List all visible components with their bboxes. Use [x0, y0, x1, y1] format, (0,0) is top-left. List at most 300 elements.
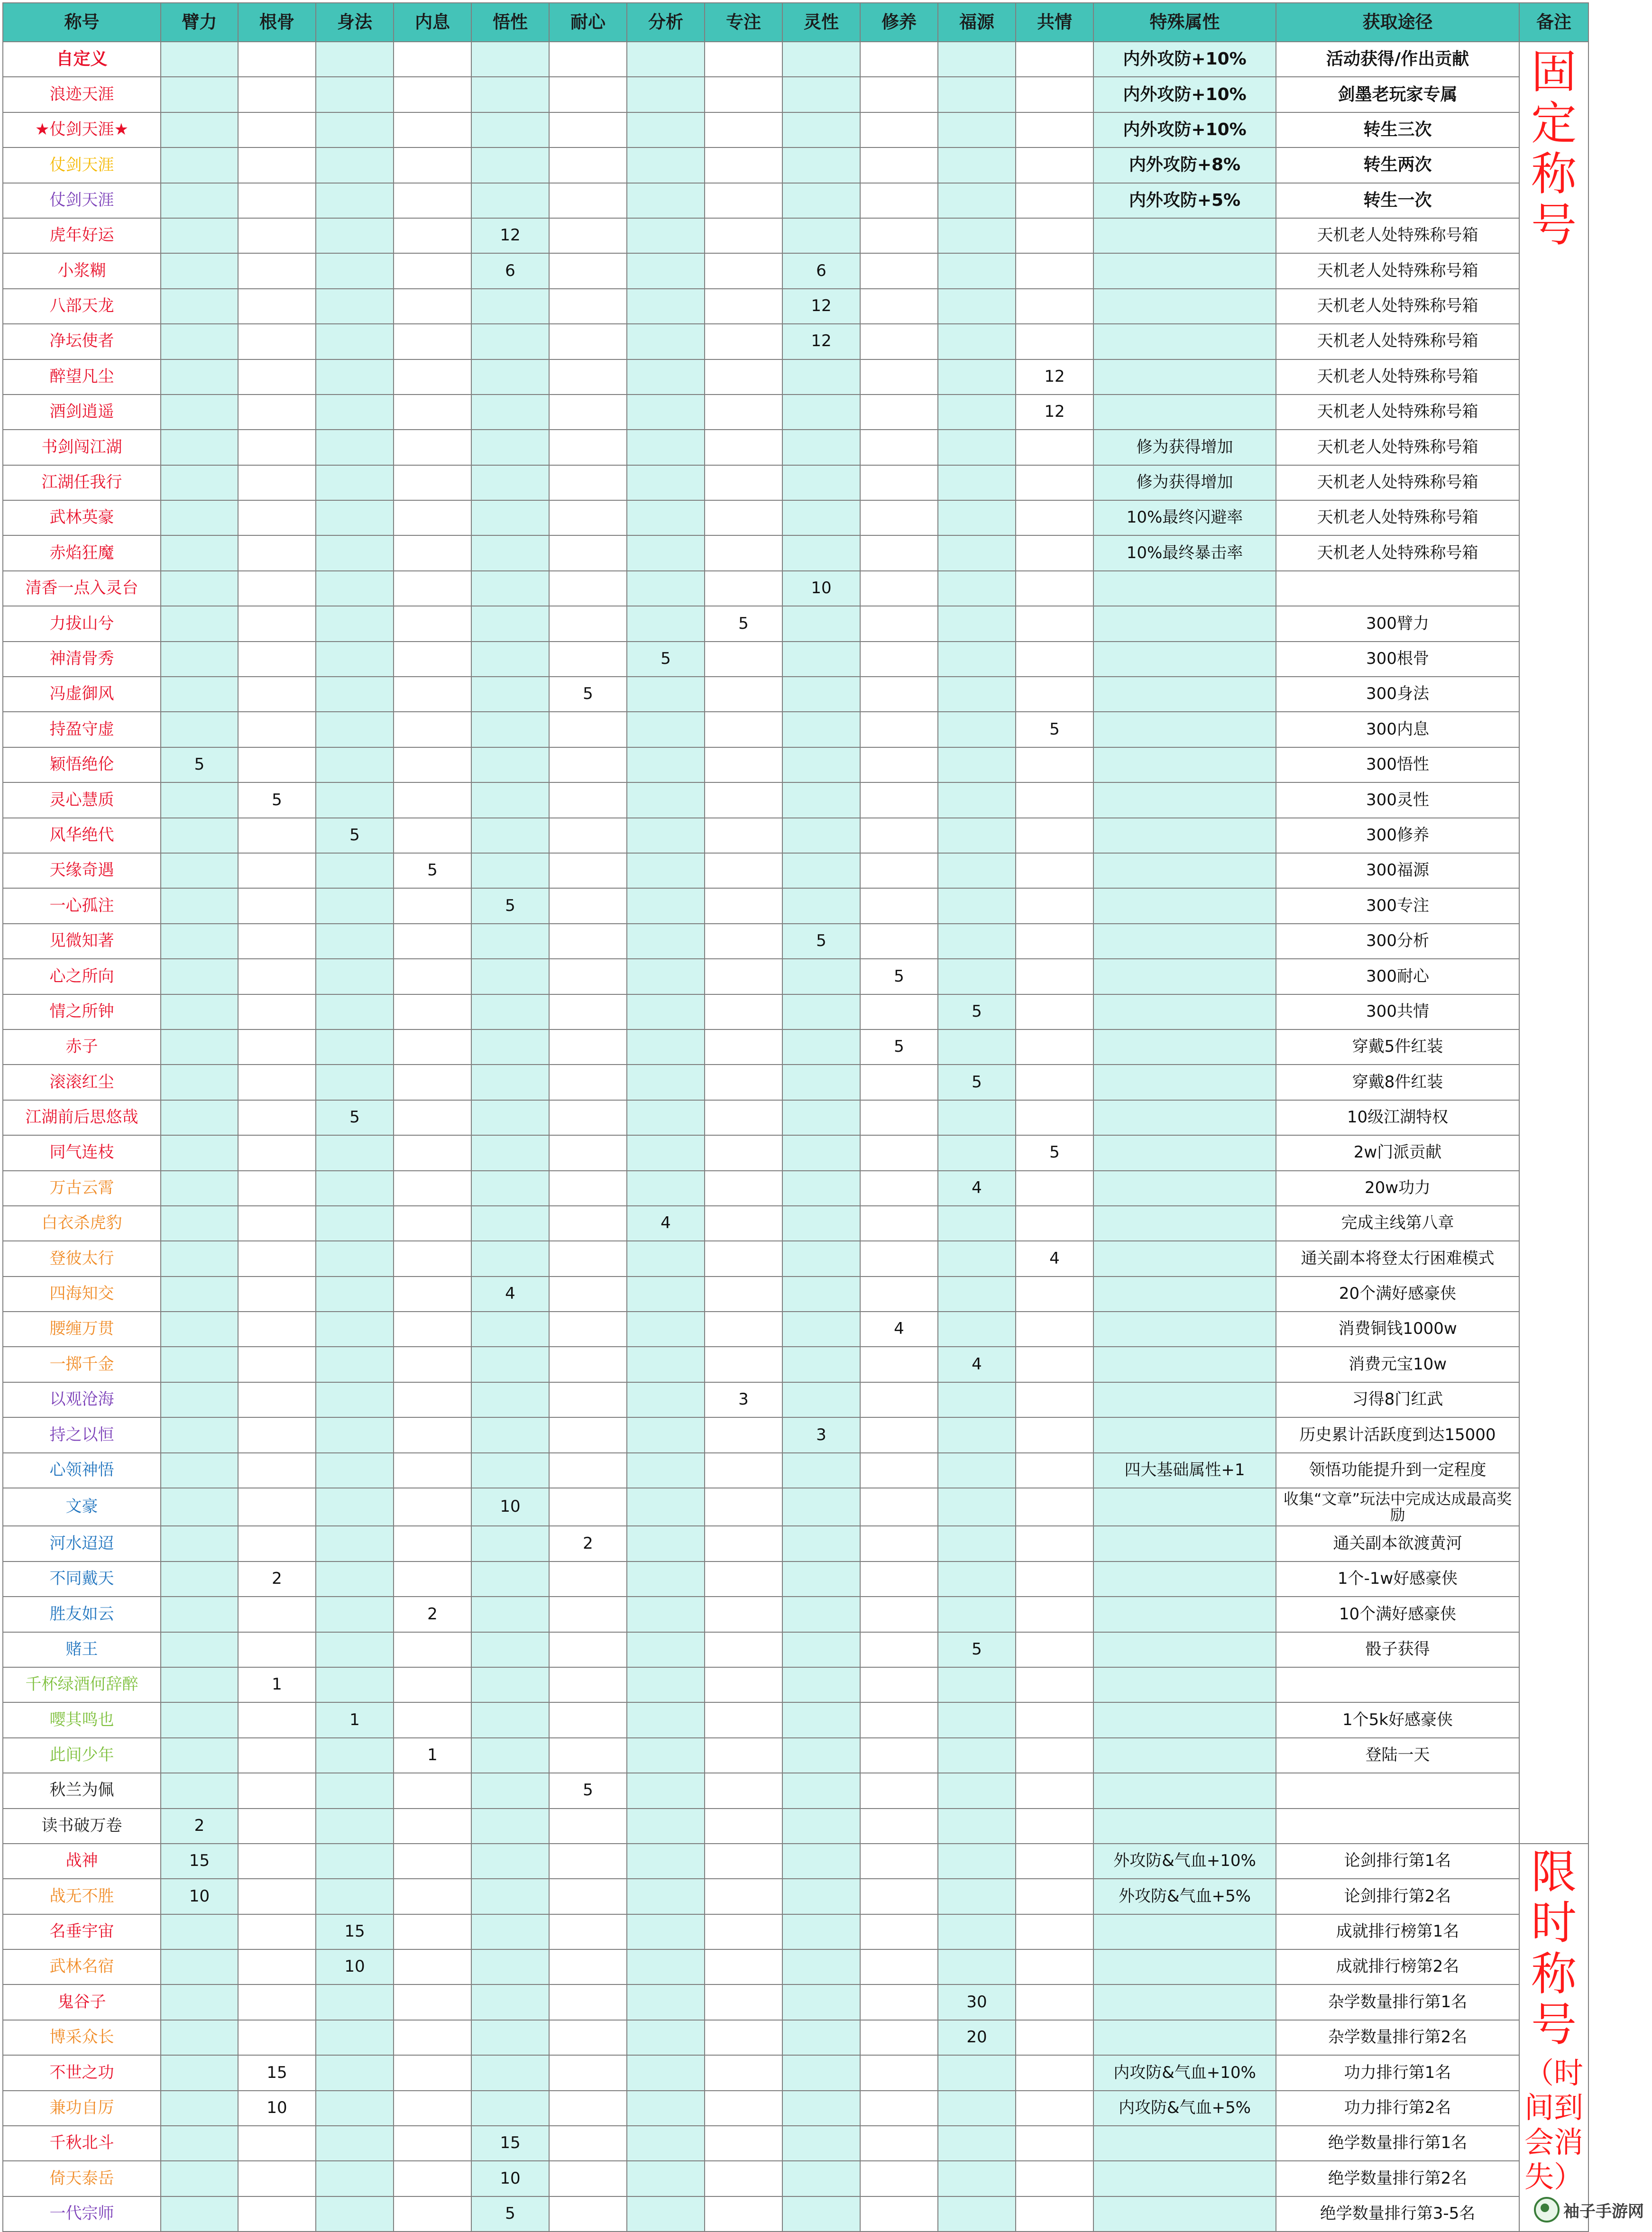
stat-value [394, 1312, 471, 1347]
title-name: 白衣杀虎豹 [3, 1206, 161, 1241]
stat-value [549, 2055, 627, 2090]
stat-value [782, 2091, 860, 2126]
stat-value [860, 747, 938, 782]
stat-value [549, 1277, 627, 1312]
stat-value [394, 1065, 471, 1100]
stat-value [238, 1809, 316, 1844]
stat-value [1016, 1879, 1093, 1914]
stat-value [627, 324, 705, 359]
stat-value: 2 [238, 1561, 316, 1597]
stat-value [549, 2161, 627, 2196]
watermark-text: 袖子手游网 [1563, 2202, 1644, 2221]
stat-value [705, 1100, 782, 1135]
stat-value: 4 [938, 1171, 1016, 1206]
special-attribute [1093, 1561, 1276, 1597]
stat-value [860, 853, 938, 888]
stat-value: 12 [1016, 395, 1093, 430]
stat-value [316, 1453, 394, 1488]
acquire-method: 天机老人处特殊称号箱 [1276, 430, 1519, 465]
stat-value [316, 1773, 394, 1808]
stat-value [627, 1347, 705, 1382]
stat-value [471, 994, 549, 1029]
stat-value [471, 289, 549, 324]
stat-value [627, 2091, 705, 2126]
stat-value [161, 2196, 238, 2232]
stat-value [161, 782, 238, 817]
special-attribute [1093, 1171, 1276, 1206]
table-row [3, 183, 1588, 218]
stat-value [860, 218, 938, 253]
acquire-method: 剑墨老玩家专属 [1276, 77, 1519, 112]
column-header: 专注 [705, 3, 782, 42]
column-header: 耐心 [549, 3, 627, 42]
table-row [3, 465, 1588, 500]
stat-value [549, 782, 627, 817]
special-attribute: 10%最终暴击率 [1093, 535, 1276, 570]
title-name: 一掷千金 [3, 1347, 161, 1382]
table-row [3, 642, 1588, 677]
stat-value [1016, 1347, 1093, 1382]
stat-value [705, 959, 782, 994]
acquire-method [1276, 1809, 1519, 1844]
stat-value [782, 2161, 860, 2196]
stat-value [627, 1561, 705, 1597]
stat-value [938, 359, 1016, 395]
stat-value [549, 571, 627, 606]
stat-value [161, 430, 238, 465]
column-header: 臂力 [161, 3, 238, 42]
title-name: 持之以恒 [3, 1417, 161, 1452]
stat-value [471, 1597, 549, 1632]
acquire-method: 2w门派贡献 [1276, 1135, 1519, 1170]
stat-value [549, 1738, 627, 1773]
stat-value [705, 747, 782, 782]
stat-value [161, 289, 238, 324]
special-attribute [1093, 2161, 1276, 2196]
acquire-method: 300分析 [1276, 924, 1519, 959]
special-attribute: 内攻防&气血+5% [1093, 2091, 1276, 2126]
stat-value [782, 1914, 860, 1949]
stat-value [161, 253, 238, 288]
stat-value [316, 253, 394, 288]
stat-value [627, 1135, 705, 1170]
stat-value: 4 [471, 1277, 549, 1312]
stat-value: 4 [627, 1206, 705, 1241]
special-attribute: 内外攻防+5% [1093, 183, 1276, 218]
special-attribute [1093, 888, 1276, 923]
acquire-method: 天机老人处特殊称号箱 [1276, 359, 1519, 395]
special-attribute [1093, 324, 1276, 359]
stat-value [860, 2091, 938, 2126]
stat-value [316, 183, 394, 218]
stat-value [238, 1453, 316, 1488]
stat-value [549, 1984, 627, 2020]
stat-value [860, 1773, 938, 1808]
table-row [3, 1949, 1588, 1984]
table-row [3, 218, 1588, 253]
stat-value [860, 1667, 938, 1702]
stat-value [1016, 183, 1093, 218]
stat-value [471, 1453, 549, 1488]
stat-value [471, 1984, 549, 2020]
table-row [3, 430, 1588, 465]
stat-value: 5 [316, 1100, 394, 1135]
stat-value [860, 1347, 938, 1382]
special-attribute: 内外攻防+10% [1093, 77, 1276, 112]
table-row [3, 1206, 1588, 1241]
stat-value [471, 1100, 549, 1135]
stat-value [627, 183, 705, 218]
stat-value [394, 500, 471, 535]
stat-value [316, 1597, 394, 1632]
stat-value [627, 924, 705, 959]
stat-value [394, 1702, 471, 1737]
stat-value [705, 1809, 782, 1844]
table-row [3, 2126, 1588, 2161]
stat-value [161, 1632, 238, 1667]
stat-value [705, 1135, 782, 1170]
title-name: 以观沧海 [3, 1382, 161, 1417]
stat-value [782, 2196, 860, 2232]
stat-value [238, 147, 316, 183]
special-attribute [1093, 606, 1276, 641]
stat-value [394, 1561, 471, 1597]
special-attribute: 修为获得增加 [1093, 430, 1276, 465]
stat-value: 6 [471, 253, 549, 288]
special-attribute: 外攻防&气血+5% [1093, 1879, 1276, 1914]
stat-value [938, 218, 1016, 253]
special-attribute [1093, 1738, 1276, 1773]
stat-value [238, 853, 316, 888]
stat-value [161, 465, 238, 500]
stat-value [316, 77, 394, 112]
acquire-method: 300根骨 [1276, 642, 1519, 677]
stat-value [161, 77, 238, 112]
column-header: 根骨 [238, 3, 316, 42]
stat-value [238, 1029, 316, 1065]
stat-value [1016, 959, 1093, 994]
special-attribute [1093, 924, 1276, 959]
stat-value [860, 1171, 938, 1206]
stat-value [705, 782, 782, 817]
table-row [3, 1277, 1588, 1312]
stat-value [705, 430, 782, 465]
stat-value [938, 1417, 1016, 1452]
title-name: 仗剑天涯 [3, 147, 161, 183]
stat-value [394, 1879, 471, 1914]
stat-value [161, 1773, 238, 1808]
stat-value [238, 1312, 316, 1347]
stat-value [238, 253, 316, 288]
acquire-method: 成就排行榜第1名 [1276, 1914, 1519, 1949]
stat-value [782, 2055, 860, 2090]
stat-value [238, 677, 316, 712]
stat-value [549, 1879, 627, 1914]
acquire-method: 转生两次 [1276, 147, 1519, 183]
stat-value [782, 147, 860, 183]
stat-value [316, 1171, 394, 1206]
stat-value [1016, 1417, 1093, 1452]
acquire-method: 天机老人处特殊称号箱 [1276, 500, 1519, 535]
stat-value [161, 2055, 238, 2090]
stat-value [860, 1738, 938, 1773]
stat-value [471, 1135, 549, 1170]
stat-value [627, 147, 705, 183]
stat-value [938, 1135, 1016, 1170]
stat-value [1016, 535, 1093, 570]
stat-value [1016, 1206, 1093, 1241]
stat-value [705, 1206, 782, 1241]
stat-value [549, 324, 627, 359]
stat-value: 30 [938, 1984, 1016, 2020]
stat-value: 5 [1016, 712, 1093, 747]
stat-value [782, 853, 860, 888]
stat-value [938, 395, 1016, 430]
stat-value [1016, 924, 1093, 959]
stat-value [471, 1382, 549, 1417]
table-row [3, 1844, 1588, 1879]
stat-value [705, 1702, 782, 1737]
stat-value [471, 1809, 549, 1844]
stat-value [549, 1453, 627, 1488]
acquire-method: 1个-1w好感豪侠 [1276, 1561, 1519, 1597]
stat-value [394, 1632, 471, 1667]
stat-value [394, 147, 471, 183]
stat-value [1016, 1597, 1093, 1632]
stat-value: 4 [860, 1312, 938, 1347]
acquire-method: 通关副本将登太行困难模式 [1276, 1241, 1519, 1276]
stat-value [238, 1347, 316, 1382]
special-attribute [1093, 289, 1276, 324]
stat-value [1016, 253, 1093, 288]
stat-value [471, 853, 549, 888]
stat-value [549, 1417, 627, 1452]
stat-value [705, 1632, 782, 1667]
stat-value [394, 1100, 471, 1135]
title-name: 冯虚御风 [3, 677, 161, 712]
title-table-sheet [2, 2, 1589, 2232]
stat-value [627, 1453, 705, 1488]
title-name: 嘤其鸣也 [3, 1702, 161, 1737]
stat-value [549, 77, 627, 112]
stat-value [782, 782, 860, 817]
stat-value [860, 1417, 938, 1452]
acquire-method: 穿戴8件红装 [1276, 1065, 1519, 1100]
table-row [3, 1879, 1588, 1914]
stat-value [161, 853, 238, 888]
stat-value [238, 571, 316, 606]
stat-value: 10 [161, 1879, 238, 1914]
stat-value [938, 1453, 1016, 1488]
special-attribute [1093, 395, 1276, 430]
table-row [3, 1417, 1588, 1452]
table-row [3, 1667, 1588, 1702]
acquire-method: 300修养 [1276, 818, 1519, 853]
stat-value [316, 1667, 394, 1702]
stat-value [394, 1171, 471, 1206]
stat-value [705, 1277, 782, 1312]
title-name: 酒剑逍遥 [3, 395, 161, 430]
stat-value: 1 [394, 1738, 471, 1773]
table-row [3, 1773, 1588, 1808]
title-name: 读书破万卷 [3, 1809, 161, 1844]
stat-value [394, 2091, 471, 2126]
title-name: 赌王 [3, 1632, 161, 1667]
stat-value [627, 289, 705, 324]
title-table [2, 2, 1589, 2232]
stat-value [161, 324, 238, 359]
stat-value [471, 42, 549, 77]
table-row [3, 1488, 1588, 1526]
acquire-method: 300内息 [1276, 712, 1519, 747]
stat-value [316, 1029, 394, 1065]
stat-value [705, 359, 782, 395]
stat-value: 12 [471, 218, 549, 253]
stat-value [1016, 677, 1093, 712]
title-name: 灵心慧质 [3, 782, 161, 817]
stat-value [316, 289, 394, 324]
stat-value: 5 [394, 853, 471, 888]
acquire-method [1276, 1773, 1519, 1808]
stat-value [860, 1277, 938, 1312]
acquire-method: 登陆一天 [1276, 1738, 1519, 1773]
stat-value [938, 1241, 1016, 1276]
stat-value [860, 712, 938, 747]
table-row [3, 1029, 1588, 1065]
stat-value [471, 1844, 549, 1879]
title-name: 战神 [3, 1844, 161, 1879]
table-row [3, 1984, 1588, 2020]
stat-value [938, 571, 1016, 606]
stat-value [549, 1632, 627, 1667]
title-name: 江湖任我行 [3, 465, 161, 500]
table-row [3, 1914, 1588, 1949]
stat-value [549, 853, 627, 888]
stat-value: 5 [1016, 1135, 1093, 1170]
stat-value [161, 1984, 238, 2020]
special-attribute: 内外攻防+10% [1093, 42, 1276, 77]
special-attribute: 修为获得增加 [1093, 465, 1276, 500]
stat-value [471, 183, 549, 218]
stat-value [316, 1206, 394, 1241]
stat-value [549, 642, 627, 677]
stat-value [549, 1488, 627, 1526]
stat-value [394, 2020, 471, 2055]
stat-value [782, 1809, 860, 1844]
stat-value [627, 1914, 705, 1949]
stat-value [394, 1526, 471, 1561]
acquire-method: 杂学数量排行第2名 [1276, 2020, 1519, 2055]
special-attribute [1093, 1526, 1276, 1561]
stat-value [705, 324, 782, 359]
stat-value [316, 747, 394, 782]
stat-value [394, 2055, 471, 2090]
stat-value [161, 42, 238, 77]
stat-value [238, 1206, 316, 1241]
stat-value [316, 606, 394, 641]
stat-value [549, 1914, 627, 1949]
title-name: 武林名宿 [3, 1949, 161, 1984]
stat-value [238, 1879, 316, 1914]
stat-value [782, 1561, 860, 1597]
stat-value [238, 1417, 316, 1452]
title-name: 赤焰狂魔 [3, 535, 161, 570]
stat-value [161, 2091, 238, 2126]
title-name: 腰缠万贯 [3, 1312, 161, 1347]
stat-value [627, 1949, 705, 1984]
stat-value [161, 712, 238, 747]
special-attribute [1093, 1135, 1276, 1170]
stat-value [705, 112, 782, 147]
column-header: 悟性 [471, 3, 549, 42]
stat-value: 5 [549, 1773, 627, 1808]
stat-value [161, 606, 238, 641]
stat-value [471, 1914, 549, 1949]
stat-value [1016, 465, 1093, 500]
stat-value [161, 1029, 238, 1065]
title-name: 八部天龙 [3, 289, 161, 324]
stat-value [549, 1561, 627, 1597]
acquire-method: 300耐心 [1276, 959, 1519, 994]
stat-value [238, 1702, 316, 1737]
stat-value [1016, 853, 1093, 888]
acquire-method: 1个5k好感豪侠 [1276, 1702, 1519, 1737]
stat-value [238, 42, 316, 77]
stat-value: 2 [549, 1526, 627, 1561]
stat-value [938, 747, 1016, 782]
stat-value [860, 2196, 938, 2232]
stat-value [161, 395, 238, 430]
stat-value [471, 924, 549, 959]
stat-value [238, 2126, 316, 2161]
stat-value [238, 289, 316, 324]
stat-value [860, 888, 938, 923]
table-row [3, 42, 1588, 77]
title-name: 博采众长 [3, 2020, 161, 2055]
acquire-method: 论剑排行第1名 [1276, 1844, 1519, 1879]
stat-value [860, 2126, 938, 2161]
stat-value [394, 1809, 471, 1844]
stat-value: 5 [471, 2196, 549, 2232]
stat-value [627, 2020, 705, 2055]
stat-value [1016, 1914, 1093, 1949]
stat-value: 4 [938, 1347, 1016, 1382]
title-name: 胜友如云 [3, 1597, 161, 1632]
stat-value [860, 1914, 938, 1949]
acquire-method: 10级江湖特权 [1276, 1100, 1519, 1135]
stat-value [782, 535, 860, 570]
stat-value [782, 1949, 860, 1984]
stat-value [705, 1347, 782, 1382]
stat-value [627, 1382, 705, 1417]
table-row [3, 253, 1588, 288]
acquire-method: 天机老人处特殊称号箱 [1276, 324, 1519, 359]
stat-value [316, 2196, 394, 2232]
stat-value [782, 42, 860, 77]
stat-value [627, 2196, 705, 2232]
stat-value [938, 500, 1016, 535]
stat-value [627, 2161, 705, 2196]
stat-value [938, 924, 1016, 959]
acquire-method: 天机老人处特殊称号箱 [1276, 395, 1519, 430]
stat-value: 3 [782, 1417, 860, 1452]
title-name: 一代宗师 [3, 2196, 161, 2232]
stat-value [938, 818, 1016, 853]
stat-value [394, 1488, 471, 1526]
acquire-method: 天机老人处特殊称号箱 [1276, 218, 1519, 253]
title-name: 仗剑天涯 [3, 183, 161, 218]
stat-value [860, 1879, 938, 1914]
